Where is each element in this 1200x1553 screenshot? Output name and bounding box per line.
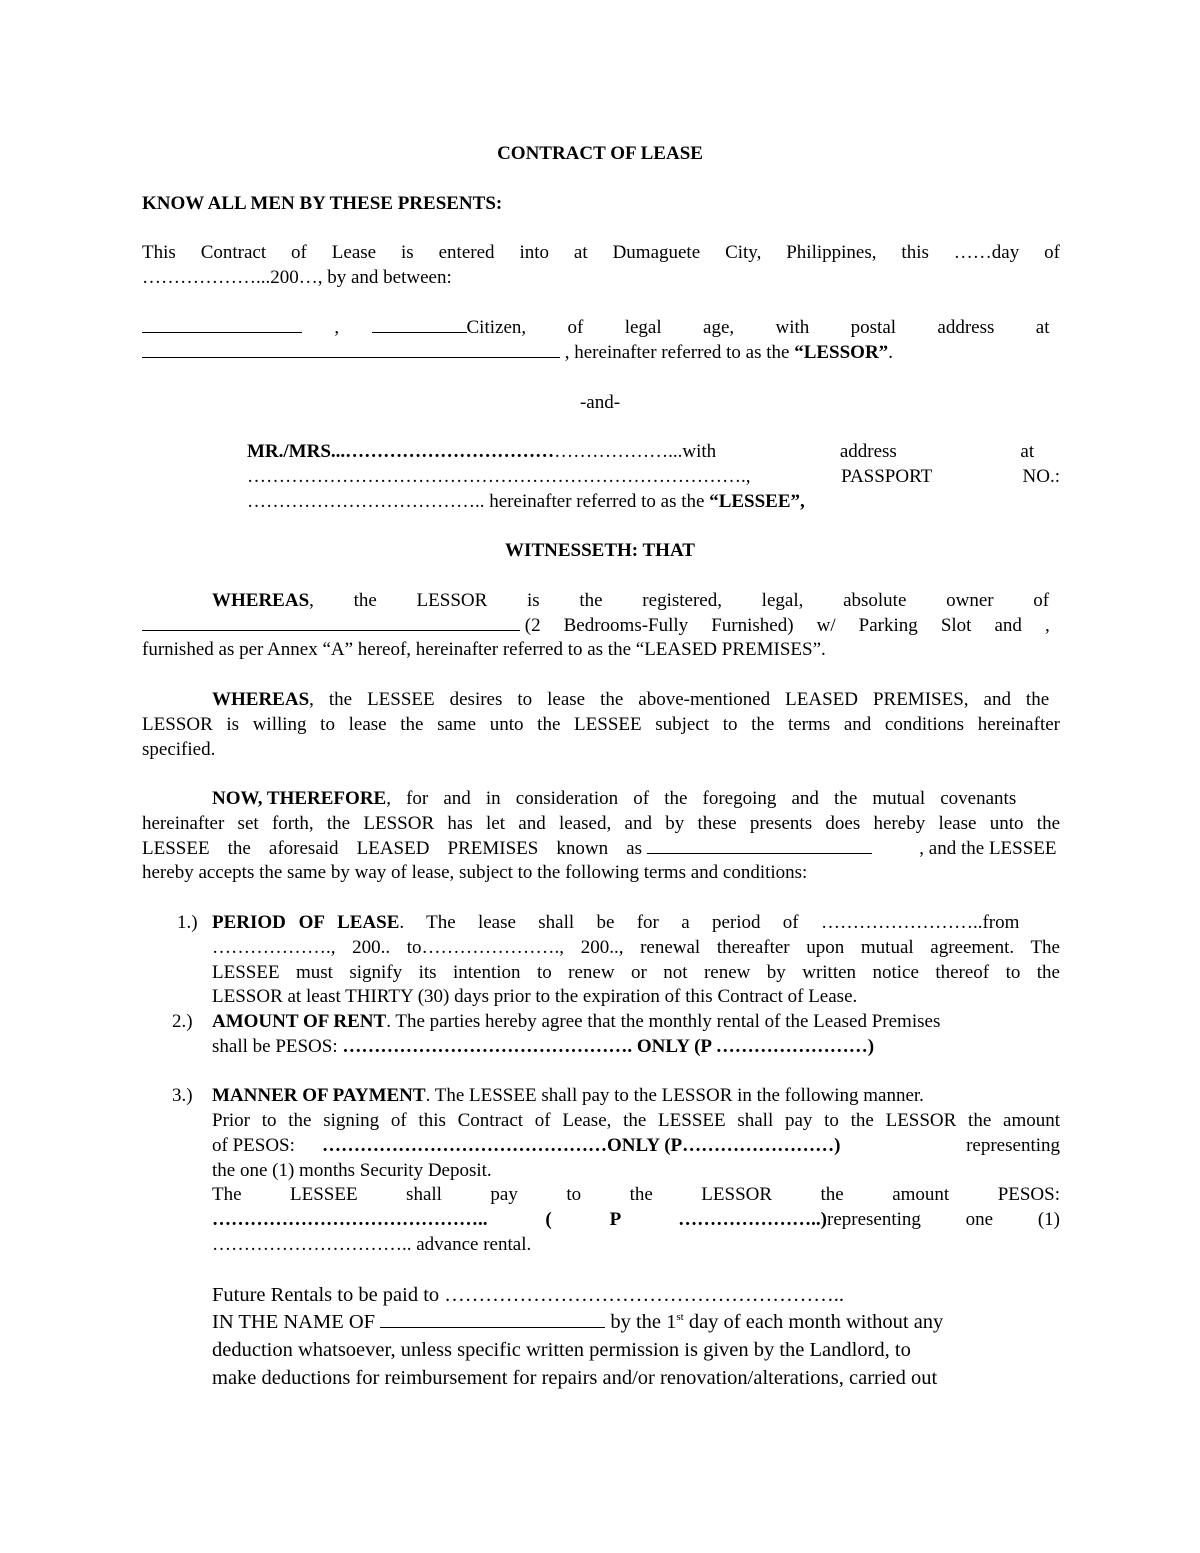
lessor-role: “LESSOR” [794, 342, 889, 363]
lessee-role: “LESSEE”, [709, 491, 805, 512]
item3-line-3 [212, 1134, 1060, 1158]
item2-amount: ………………………………………. ONLY (P ……………………) [342, 1036, 875, 1057]
lessee-name-prefix: MR./MRS...…………………………… [247, 441, 555, 462]
now-text: , for and in consideration of the foregoing and the mutual covenants [386, 788, 1017, 809]
item3-line-4: the one (1) months Security Deposit. [212, 1160, 492, 1181]
and-separator: -and- [579, 392, 621, 413]
intro-line-1: This Contract of Lease is entered into at Dumaguete City, Philippines, this ……day of [142, 242, 1060, 263]
future-in-the-name: IN THE NAME OF [212, 1311, 376, 1333]
opening-heading: KNOW ALL MEN BY THESE PRESENTS: [142, 193, 503, 214]
item3-line-2: Prior to the signing of this Contract of Lease, the LESSEE shall pay to the LESSOR the amount [212, 1110, 1060, 1131]
item3-keyword: MANNER OF PAYMENT [212, 1085, 426, 1106]
whereas1-text: , the LESSOR is the registered, legal, absolute owner of [309, 590, 1050, 611]
lessor-line-1 [142, 316, 1060, 340]
item3-line-6 [212, 1208, 1060, 1232]
witnesseth-heading: WITNESSETH: THAT [505, 540, 695, 561]
now-line-3 [142, 837, 1060, 861]
whereas1-line-2 [142, 614, 1060, 638]
whereas2-text: , the LESSEE desires to lease the above-mentioned LEASED PREMISES, and the [309, 689, 1050, 710]
item1-line-1 [212, 911, 1060, 935]
lessee-line-3 [247, 490, 805, 514]
premises-name-blank [647, 839, 872, 854]
lessor-comma: , [334, 317, 340, 338]
item2-keyword: AMOUNT OF RENT [212, 1011, 387, 1032]
item3-number: 3.) [172, 1085, 193, 1106]
future-line-3: deduction whatsoever, unless specific written permission is given by the Landlord, to [212, 1339, 911, 1361]
document-title: CONTRACT OF LEASE [497, 143, 703, 164]
lessor-end: . [888, 342, 893, 363]
property-blank [142, 616, 520, 631]
future-line-1: Future Rentals to be paid to ………………………………………………….. [212, 1284, 845, 1306]
item2-line-1 [212, 1010, 1060, 1034]
item3-line-5: The LESSEE shall pay to the LESSOR the amount PESOS: [212, 1184, 1060, 1205]
item1-number: 1.) [177, 912, 198, 933]
now-known-as-text: LESSEE the aforesaid LEASED PREMISES known as [142, 838, 642, 859]
now-line-4: hereby accepts the same by way of lease, subject to the following terms and conditions: [142, 862, 808, 883]
item3-advance-amount: …………………………………….. ( P …………………..) [212, 1209, 827, 1230]
whereas2-line-2: LESSOR is willing to lease the same unto the LESSEE subject to the terms and conditions hereinafter [142, 714, 1060, 735]
item3-representing: representing [966, 1135, 1060, 1156]
whereas1-keyword: WHEREAS [212, 590, 310, 611]
item3-representing-one: representing one (1) [827, 1209, 1060, 1230]
now-keyword: NOW, THEREFORE [212, 788, 387, 809]
intro-line-2: ………………...200…, by and between: [142, 267, 452, 288]
whereas2-line-1 [212, 688, 1060, 712]
lessee-line-1 [247, 440, 1060, 464]
item3-text: . The LESSEE shall pay to the LESSOR in the following manner. [425, 1085, 924, 1106]
item1-keyword: PERIOD OF LEASE [212, 912, 400, 933]
future-day-text: day of each month without any [683, 1311, 944, 1333]
lessee-line-2: ……………………………………………………………………., PASSPORT NO.: [247, 466, 1060, 487]
lessor-address-blank [142, 343, 560, 358]
whereas1-line-1 [212, 589, 1060, 613]
whereas1-property-text: (2 Bedrooms-Fully Furnished) w/ Parking Slot and , [524, 615, 1050, 636]
lessor-citizenship-blank [372, 318, 467, 333]
future-line-4: make deductions for reimbursement for repairs and/or renovation/alterations, carried out [212, 1367, 938, 1389]
future-line-2 [212, 1310, 1060, 1334]
lessor-referred-text: , hereinafter referred to as the [564, 342, 790, 363]
item2-text: . The parties hereby agree that the monthly rental of the Leased Premises [386, 1011, 941, 1032]
future-st-superscript: st [676, 1311, 684, 1324]
whereas2-line-3: specified. [142, 739, 216, 760]
lessor-line-2 [142, 341, 893, 365]
payee-name-blank [380, 1313, 605, 1328]
whereas2-keyword: WHEREAS [212, 689, 310, 710]
now-and-lessee-text: , and the LESSEE [919, 838, 1057, 859]
lessee-referred-text: ……………………………….. hereinafter referred to as the [247, 491, 705, 512]
lessee-address-text: ………………...with address at [554, 441, 1035, 462]
item3-deposit-amount: ………………………………………ONLY (P……………………) [322, 1135, 841, 1156]
now-line-1 [212, 787, 1060, 811]
now-line-2: hereinafter set forth, the LESSOR has let and leased, and by these presents does hereby lease unto the [142, 813, 1060, 834]
item3-pesos-label: of PESOS: [212, 1135, 295, 1156]
item3-line-1 [212, 1084, 924, 1108]
item2-pesos-label: shall be PESOS: [212, 1036, 338, 1057]
item1-line-3: LESSEE must signify its intention to renew or not renew by written notice thereof to the [212, 962, 1060, 983]
item1-line-4: LESSOR at least THIRTY (30) days prior to the expiration of this Contract of Lease. [212, 986, 858, 1007]
lessor-name-blank [142, 318, 302, 333]
whereas1-line-3: furnished as per Annex “A” hereof, hereinafter referred to as the “LEASED PREMISES”. [142, 639, 826, 660]
future-by-the: by the 1 [610, 1311, 677, 1333]
item2-number: 2.) [172, 1011, 193, 1032]
item1-text: . The lease shall be for a period of ……………………..from [399, 912, 1020, 933]
item3-line-7: ………………………….. advance rental. [212, 1234, 532, 1255]
item2-line-2 [212, 1035, 874, 1059]
lessor-citizen-text: Citizen, of legal age, with postal address at [466, 317, 1050, 338]
item1-line-2: ………………., 200.. to…………………., 200.., renewal thereafter upon mutual agreement. The [212, 937, 1060, 958]
